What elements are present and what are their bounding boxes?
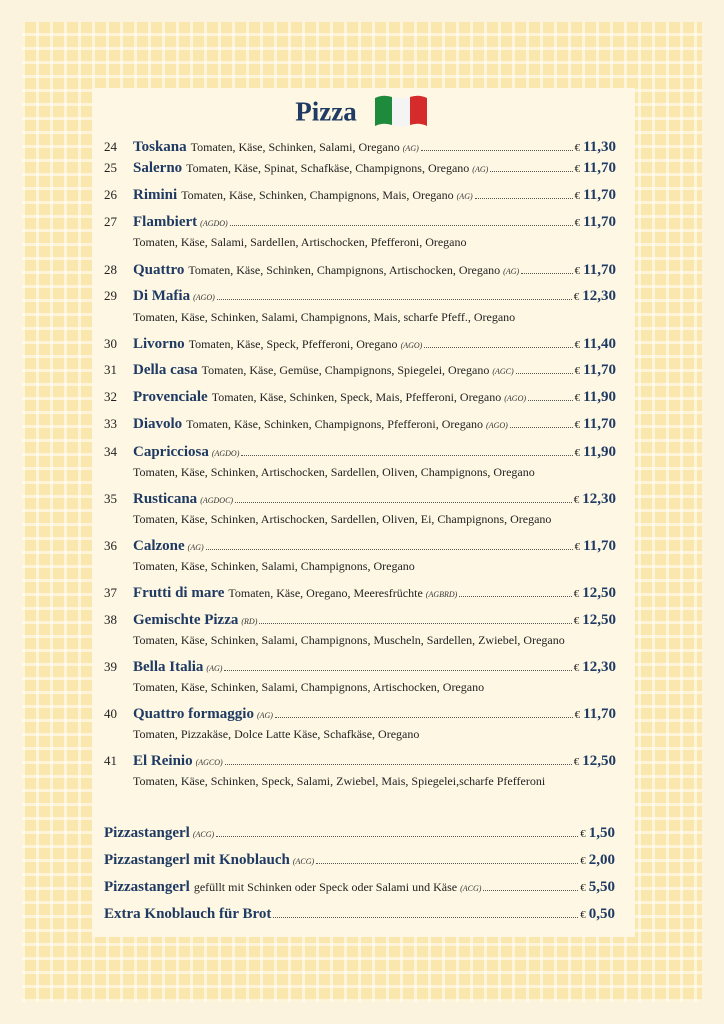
item-price [575, 187, 616, 204]
item-price [574, 585, 616, 602]
item-name: Bella Italia [133, 659, 204, 675]
item-price [574, 753, 616, 770]
currency-symbol: € [574, 392, 581, 404]
price-value: 11,70 [583, 160, 616, 176]
price-value: 11,90 [583, 444, 616, 460]
extra-price [580, 825, 615, 842]
dot-leader [516, 373, 573, 374]
item-number: 41 [104, 753, 117, 768]
extra-price [580, 852, 615, 869]
item-number: 26 [104, 187, 117, 202]
item-price [574, 659, 616, 676]
price-value: 12,30 [582, 659, 616, 675]
price-value: 11,70 [583, 416, 616, 432]
dot-leader [273, 917, 578, 918]
item-ingredients: Tomaten, Käse, Schinken, Speck, Mais, Pfefferoni, Oregano [211, 390, 502, 404]
allergen-code: (RD) [241, 617, 258, 626]
dot-leader [235, 502, 572, 503]
allergen-code: (ACG) [192, 830, 215, 839]
item-name: Della casa [133, 362, 198, 378]
price-value: 12,50 [582, 753, 616, 769]
dot-leader [316, 863, 578, 864]
price-value: 11,70 [583, 538, 616, 554]
menu-item-row [104, 187, 616, 204]
currency-symbol: € [574, 365, 581, 377]
currency-symbol: € [574, 339, 581, 351]
item-ingredients-line: Tomaten, Käse, Schinken, Salami, Champignons, Artischocken, Oregano [133, 680, 485, 694]
dot-leader [275, 717, 573, 718]
item-name: Rimini [133, 187, 178, 203]
dot-leader [490, 171, 572, 172]
dot-leader [483, 890, 578, 891]
price-value: 11,30 [583, 139, 616, 155]
extra-description: gefüllt mit Schinken oder Speck oder Salami und Käse [193, 880, 458, 894]
currency-symbol: € [580, 882, 586, 894]
currency-symbol: € [573, 615, 580, 627]
currency-symbol: € [574, 163, 581, 175]
item-ingredients-line: Tomaten, Käse, Schinken, Salami, Champignons, Oregano [133, 559, 415, 573]
menu-item-row [104, 389, 616, 406]
item-name: El Reinio [133, 753, 193, 769]
item-number: 32 [104, 389, 117, 404]
dot-leader [421, 150, 573, 151]
extra-name: Pizzastangerl [104, 879, 190, 895]
dot-leader [224, 670, 571, 671]
menu-item-row [104, 139, 616, 156]
item-name: Toskana [133, 139, 187, 155]
menu-item-row [104, 336, 616, 353]
item-ingredients: Tomaten, Käse, Schinken, Salami, Oregano [190, 140, 400, 154]
price-value: 5,50 [588, 879, 615, 895]
price-value: 11,70 [583, 262, 616, 278]
menu-item-row [104, 585, 616, 602]
item-ingredients: Tomaten, Käse, Oregano, Meeresfrüchte [228, 586, 423, 600]
italian-flag-icon [373, 92, 429, 128]
dot-leader [225, 764, 572, 765]
extra-name: Pizzastangerl mit Knoblauch [104, 852, 290, 868]
price-value: 11,70 [583, 214, 616, 230]
extra-name: Pizzastangerl [104, 825, 190, 841]
item-name: Di Mafia [133, 288, 191, 304]
menu-item-row [104, 416, 616, 433]
allergen-code: (AG) [256, 711, 273, 720]
menu-item-row [104, 288, 616, 305]
price-value: 12,50 [582, 612, 616, 628]
extra-price [580, 906, 615, 923]
item-name: Quattro formaggio [133, 706, 254, 722]
price-value: 11,90 [583, 389, 616, 405]
menu-item-row [104, 262, 616, 279]
allergen-code: (AG) [402, 144, 419, 153]
currency-symbol: € [580, 909, 586, 921]
menu-item-row [104, 612, 616, 629]
item-number: 27 [104, 214, 117, 229]
item-ingredients: Tomaten, Käse, Gemüse, Champignons, Spiegelei, Oregano [201, 363, 490, 377]
item-ingredients-line: Tomaten, Käse, Salami, Sardellen, Artischocken, Pfefferoni, Oregano [133, 235, 467, 249]
menu-item-row [104, 706, 616, 723]
price-value: 11,70 [583, 706, 616, 722]
allergen-code: (AGO) [193, 293, 215, 302]
currency-symbol: € [574, 541, 581, 553]
item-number: 28 [104, 262, 117, 277]
item-ingredients: Tomaten, Käse, Schinken, Champignons, Pfefferoni, Oregano [186, 417, 484, 431]
extra-price [580, 879, 615, 896]
item-price [575, 389, 616, 406]
item-ingredients-line: Tomaten, Käse, Schinken, Salami, Champignons, Muscheln, Sardellen, Zwiebel, Oregano [133, 633, 565, 647]
currency-symbol: € [580, 828, 586, 840]
item-name: Livorno [133, 336, 185, 352]
menu-item-row [104, 214, 616, 231]
item-price [575, 444, 616, 461]
item-number: 36 [104, 538, 117, 553]
item-number: 30 [104, 336, 117, 351]
item-price [575, 336, 616, 353]
extra-item-row [104, 879, 615, 896]
menu-item-row [104, 753, 616, 770]
price-value: 11,70 [583, 187, 616, 203]
currency-symbol: € [574, 709, 581, 721]
price-value: 11,70 [583, 362, 616, 378]
dot-leader [510, 427, 573, 428]
allergen-code: (AGO) [486, 421, 508, 430]
item-name: Flambiert [133, 214, 198, 230]
dot-leader [217, 299, 572, 300]
menu-item-row [104, 538, 616, 555]
item-ingredients-line: Tomaten, Käse, Schinken, Salami, Champignons, Mais, scharfe Pfeff., Oregano [133, 310, 516, 324]
allergen-code: (AG) [187, 543, 204, 552]
item-price [575, 160, 616, 177]
item-number: 35 [104, 491, 117, 506]
item-number: 31 [104, 362, 117, 377]
item-number: 25 [104, 160, 117, 175]
item-price [574, 491, 616, 508]
currency-symbol: € [573, 756, 580, 768]
allergen-code: (AGDO) [200, 219, 228, 228]
allergen-code: (ACG) [460, 884, 482, 893]
dot-leader [230, 225, 573, 226]
currency-symbol: € [574, 419, 581, 431]
item-number: 34 [104, 444, 117, 459]
menu-header [0, 94, 724, 130]
price-value: 11,40 [583, 336, 616, 352]
item-number: 37 [104, 585, 117, 600]
item-ingredients-line: Tomaten, Käse, Schinken, Artischocken, Sardellen, Oliven, Ei, Champignons, Oregano [133, 512, 552, 526]
price-value: 12,50 [582, 585, 616, 601]
item-price [575, 139, 616, 156]
dot-leader [475, 198, 573, 199]
item-price [575, 214, 616, 231]
item-ingredients: Tomaten, Käse, Spinat, Schafkäse, Champignons, Oregano [186, 161, 470, 175]
item-ingredients: Tomaten, Käse, Speck, Pfefferoni, Oregano [188, 337, 398, 351]
item-price [575, 362, 616, 379]
menu-item-row [104, 160, 616, 177]
extra-item-row [104, 852, 615, 869]
currency-symbol: € [574, 142, 581, 154]
item-number: 38 [104, 612, 117, 627]
item-ingredients-line: Tomaten, Käse, Schinken, Artischocken, Sardellen, Oliven, Champignons, Oregano [133, 465, 535, 479]
dot-leader [259, 623, 571, 624]
allergen-code: (AGC) [492, 367, 514, 376]
dot-leader [216, 836, 578, 837]
currency-symbol: € [574, 217, 581, 229]
item-name: Quattro [133, 262, 185, 278]
price-value: 1,50 [588, 825, 615, 841]
item-name: Diavolo [133, 416, 183, 432]
allergen-code: (AG) [456, 192, 473, 201]
currency-symbol: € [573, 662, 580, 674]
allergen-code: (AG) [472, 165, 489, 174]
item-ingredients: Tomaten, Käse, Schinken, Champignons, Mais, Oregano [181, 188, 454, 202]
item-name: Gemischte Pizza [133, 612, 239, 628]
menu-item-row [104, 444, 616, 461]
item-price [575, 706, 616, 723]
allergen-code: (ACG) [292, 857, 315, 866]
item-number: 40 [104, 706, 117, 721]
item-name: Salerno [133, 160, 183, 176]
allergen-code: (AGDOC) [200, 496, 234, 505]
item-number: 24 [104, 139, 117, 154]
allergen-code: (AGDO) [211, 449, 240, 458]
dot-leader [459, 596, 571, 597]
allergen-code: (AGO) [504, 394, 527, 403]
dot-leader [424, 347, 572, 348]
currency-symbol: € [574, 265, 581, 277]
item-price [575, 262, 616, 279]
item-name: Rusticana [133, 491, 198, 507]
allergen-code: (AGO) [400, 341, 423, 350]
currency-symbol: € [580, 855, 586, 867]
page-title: Pizza [295, 96, 357, 127]
allergen-code: (AGBRD) [425, 590, 458, 599]
item-price [574, 288, 616, 305]
item-name: Frutti di mare [133, 585, 225, 601]
item-price [574, 612, 616, 629]
item-number: 33 [104, 416, 117, 431]
currency-symbol: € [574, 447, 581, 459]
item-number: 29 [104, 288, 117, 303]
item-name: Provenciale [133, 389, 208, 405]
price-value: 12,30 [582, 288, 616, 304]
menu-item-row [104, 491, 616, 508]
item-number: 39 [104, 659, 117, 674]
price-value: 0,50 [588, 906, 615, 922]
allergen-code: (AG) [206, 664, 223, 673]
allergen-code: (AGCO) [195, 758, 223, 767]
dot-leader [521, 273, 572, 274]
price-value: 2,00 [588, 852, 615, 868]
currency-symbol: € [573, 588, 580, 600]
extra-item-row [104, 906, 615, 923]
menu-item-row [104, 659, 616, 676]
allergen-code: (AG) [503, 267, 520, 276]
dot-leader [528, 400, 573, 401]
extra-item-row [104, 825, 615, 842]
dot-leader [241, 455, 572, 456]
item-ingredients-line: Tomaten, Pizzakäse, Dolce Latte Käse, Schafkäse, Oregano [133, 727, 420, 741]
item-ingredients-line: Tomaten, Käse, Schinken, Speck, Salami, Zwiebel, Mais, Spiegelei,scharfe Pfefferoni [133, 774, 546, 788]
currency-symbol: € [574, 190, 581, 202]
item-price [575, 416, 616, 433]
currency-symbol: € [573, 291, 580, 303]
item-ingredients: Tomaten, Käse, Schinken, Champignons, Artischocken, Oregano [188, 263, 501, 277]
extra-name: Extra Knoblauch für Brot [104, 906, 272, 922]
item-name: Calzone [133, 538, 185, 554]
item-price [575, 538, 616, 555]
dot-leader [206, 549, 573, 550]
currency-symbol: € [573, 494, 580, 506]
item-name: Capricciosa [133, 444, 209, 460]
menu-item-row [104, 362, 616, 379]
price-value: 12,30 [582, 491, 616, 507]
